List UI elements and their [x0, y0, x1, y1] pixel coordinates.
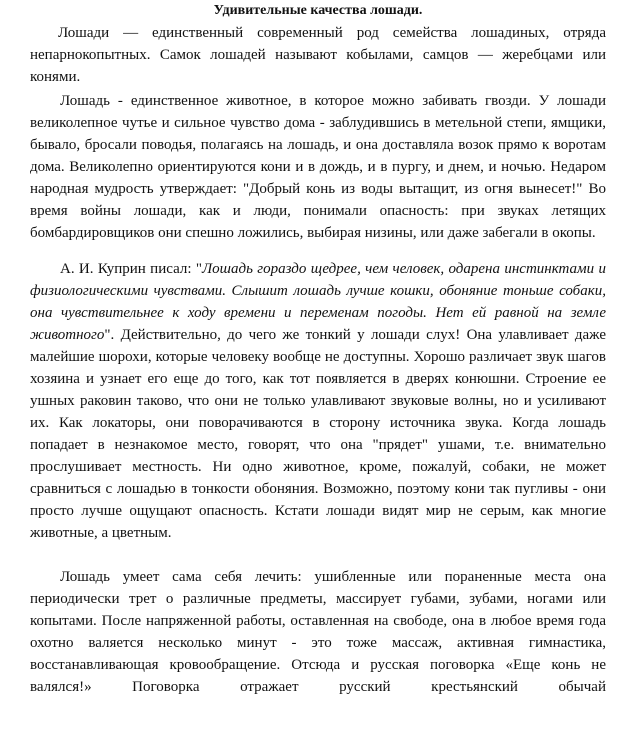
quote-followup: ". Действительно, до чего же тонкий у лошади слух! Она улавливает даже малейшие шорохи, которые человеку вообще не доступны. Хорошо различает звук шагов хозяина и узнает его еще до того, как тот появляется в дверях конюшни. Строение ее ушных раковин таково, что они не только улавливают звуковые волны, но и усиливают их. Как локаторы, они поворачиваются в сторону источника звука. Когда лошадь попадает в незнакомое место, говорят, что она "прядет" ушами, т.е. внимательно прослушивает местность. Ни одно животное, кроме, пожалуй, собаки, не может сравниться с лошадью в тонкости обоняния. Возможно, поэтому кони так пугливы - они просто лучше ощущают опасность. Кстати лошади видят мир не серым, как многие животные, а цветным.: [30, 327, 606, 541]
document-page: [30, 2, 606, 698]
paragraph-intro: Лошади — единственный современный род семейства лошадиных, отряда непарнокопытных. Самок лошадей называют кобылами, самцов — жеребцами или конями.: [30, 25, 606, 85]
paragraph-kuprin-quote: [30, 258, 606, 544]
paragraph-instinct: Лошадь - единственное животное, в которое можно забивать гвозди. У лошади великолепное чутье и сильное чувство дома - заблудившись в метельной степи, ямщики, бывало, бросали поводья, полагаясь на лошадь, и она доставляла возок прямо к воротам дома. Великолепно ориентируются кони и в дождь, и в пургу, и днем, и ночью. Недаром народная мудрость утверждает: "Добрый конь из воды вытащит, из огня вынесет!" Во время войны лошади, как и люди, понимали опасность: при звуках летящих бомбардировщиков они спешно ложились, выбирая низины, или даже забегали в окопы.: [30, 93, 606, 241]
kuprin-quote: Лошадь гораздо щедрее, чем человек, одарена инстинктами и физиологическими чувствами. Слышит лошадь лучше кошки, обоняние тоньше собаки, она чувствительнее к ходу времени и переменам погоды. Нет ей равной на земле животного: [30, 261, 606, 343]
quote-intro: А. И. Куприн писал: ": [60, 261, 202, 277]
paragraph-self-healing: Лошадь умеет сама себя лечить: ушибленные или пораненные места она периодически трет о различные предметы, массирует губами, зубами, ногами или копытами. После напряженной работы, оставленная на свободе, она в любое время года охотно валяется несколько минут - это тоже массаж, активная гимнастика, восстанавливающая кровообращение. Отсюда и русская поговорка «Еще конь не валялся!» Поговорка отражает русский крестьянский обычай: [30, 569, 606, 695]
document-title: Удивительные качества лошади.: [213, 3, 423, 18]
